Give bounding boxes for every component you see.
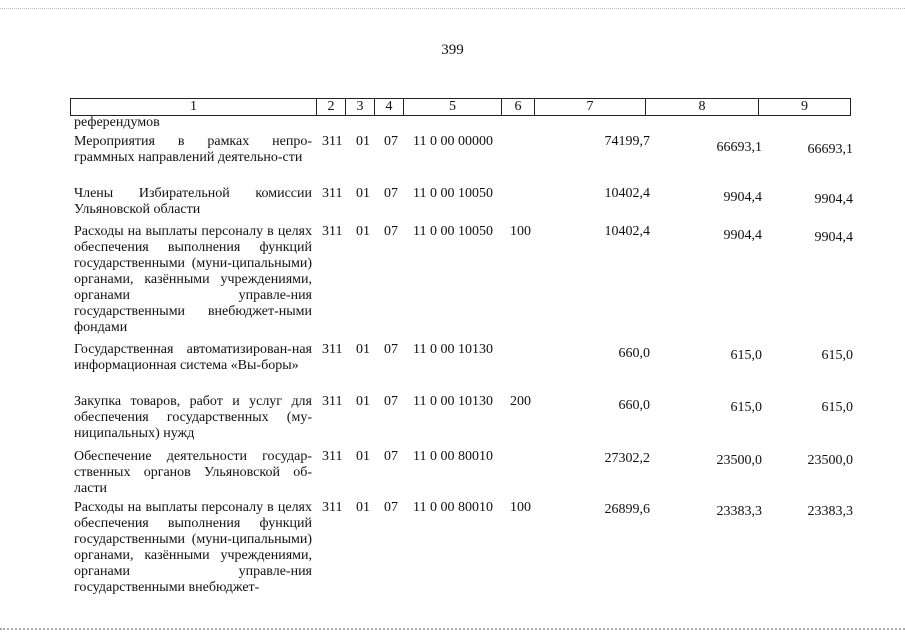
col-header-8: 8 xyxy=(646,99,759,116)
row-code-5: 11 0 00 10050 xyxy=(413,186,493,201)
row-code-2: 311 xyxy=(322,342,343,357)
row-value-9: 9904,4 xyxy=(814,192,853,207)
row-code-4: 07 xyxy=(384,500,398,515)
row-code-3: 01 xyxy=(356,449,370,464)
row-code-2: 311 xyxy=(322,394,343,409)
row-value-7: 26899,6 xyxy=(604,502,650,517)
row-code-3: 01 xyxy=(356,394,370,409)
scan-bottom-edge xyxy=(0,628,905,630)
row-value-8: 23500,0 xyxy=(716,453,762,468)
col-header-6: 6 xyxy=(502,99,535,116)
row-code-6: 200 xyxy=(510,394,531,409)
row-value-7: 74199,7 xyxy=(604,134,650,149)
row-name: Расходы на выплаты персоналу в целях обеспечения выполнения функций государственными (муни-ципальными) органами, казёнными учреждениями, органами управле-ния государственными внебюджет-ными фондами xyxy=(74,224,312,335)
row-value-8: 66693,1 xyxy=(716,140,762,155)
row-value-8: 615,0 xyxy=(730,348,762,363)
row-code-3: 01 xyxy=(356,186,370,201)
row-code-4: 07 xyxy=(384,134,398,149)
row-code-4: 07 xyxy=(384,394,398,409)
row-code-2: 311 xyxy=(322,449,343,464)
col-header-5: 5 xyxy=(404,99,502,116)
row-code-2: 311 xyxy=(322,186,343,201)
col-header-7: 7 xyxy=(535,99,646,116)
row-value-8: 9904,4 xyxy=(723,228,762,243)
row-code-2: 311 xyxy=(322,134,343,149)
row-value-7: 10402,4 xyxy=(604,186,650,201)
row-code-5: 11 0 00 10130 xyxy=(413,394,493,409)
row-code-4: 07 xyxy=(384,342,398,357)
row-code-5: 11 0 00 00000 xyxy=(413,134,493,149)
row-value-8: 615,0 xyxy=(730,400,762,415)
row-value-9: 615,0 xyxy=(821,348,853,363)
row-code-4: 07 xyxy=(384,449,398,464)
row-value-7: 27302,2 xyxy=(604,451,650,466)
row-value-9: 66693,1 xyxy=(807,142,853,157)
row-code-3: 01 xyxy=(356,500,370,515)
row-code-2: 311 xyxy=(322,500,343,515)
row-name: Обеспечение деятельности государ-ственных органов Ульяновской об-ласти xyxy=(74,449,312,496)
row-value-8: 23383,3 xyxy=(716,504,762,519)
row-value-9: 9904,4 xyxy=(814,230,853,245)
row-code-6: 100 xyxy=(510,224,531,239)
row-name: Мероприятия в рамках непро-граммных направлений деятельно-сти xyxy=(74,134,312,165)
row-code-2: 311 xyxy=(322,224,343,239)
row-value-9: 23500,0 xyxy=(807,453,853,468)
col-header-1: 1 xyxy=(71,99,317,116)
row-code-5: 11 0 00 80010 xyxy=(413,500,493,515)
row-code-5: 11 0 00 10050 xyxy=(413,224,493,239)
row-code-4: 07 xyxy=(384,186,398,201)
col-header-4: 4 xyxy=(375,99,404,116)
row-name: Государственная автоматизирован-ная информационная система «Вы-боры» xyxy=(74,342,312,373)
row-value-7: 660,0 xyxy=(618,398,650,413)
page-number: 399 xyxy=(441,42,464,58)
row-value-7: 660,0 xyxy=(618,346,650,361)
col-header-9: 9 xyxy=(759,99,851,116)
row-value-7: 10402,4 xyxy=(604,224,650,239)
row-value-9: 23383,3 xyxy=(807,504,853,519)
col-header-3: 3 xyxy=(346,99,375,116)
row-name: Члены Избирательной комиссии Ульяновской области xyxy=(74,186,312,217)
row-code-5: 11 0 00 10130 xyxy=(413,342,493,357)
row-value-9: 615,0 xyxy=(821,400,853,415)
row-code-3: 01 xyxy=(356,224,370,239)
continuation-text: референдумов xyxy=(74,115,160,130)
row-code-4: 07 xyxy=(384,224,398,239)
row-code-6: 100 xyxy=(510,500,531,515)
row-value-8: 9904,4 xyxy=(723,190,762,205)
row-code-3: 01 xyxy=(356,134,370,149)
row-name: Закупка товаров, работ и услуг для обеспечения государственных (му-ниципальных) нужд xyxy=(74,394,312,441)
row-code-5: 11 0 00 80010 xyxy=(413,449,493,464)
row-name: Расходы на выплаты персоналу в целях обеспечения выполнения функций государственными (муни-ципальными) органами, казёнными учреждениями, органами управле-ния государственными внебюджет- xyxy=(74,500,312,595)
row-code-3: 01 xyxy=(356,342,370,357)
col-header-2: 2 xyxy=(317,99,346,116)
